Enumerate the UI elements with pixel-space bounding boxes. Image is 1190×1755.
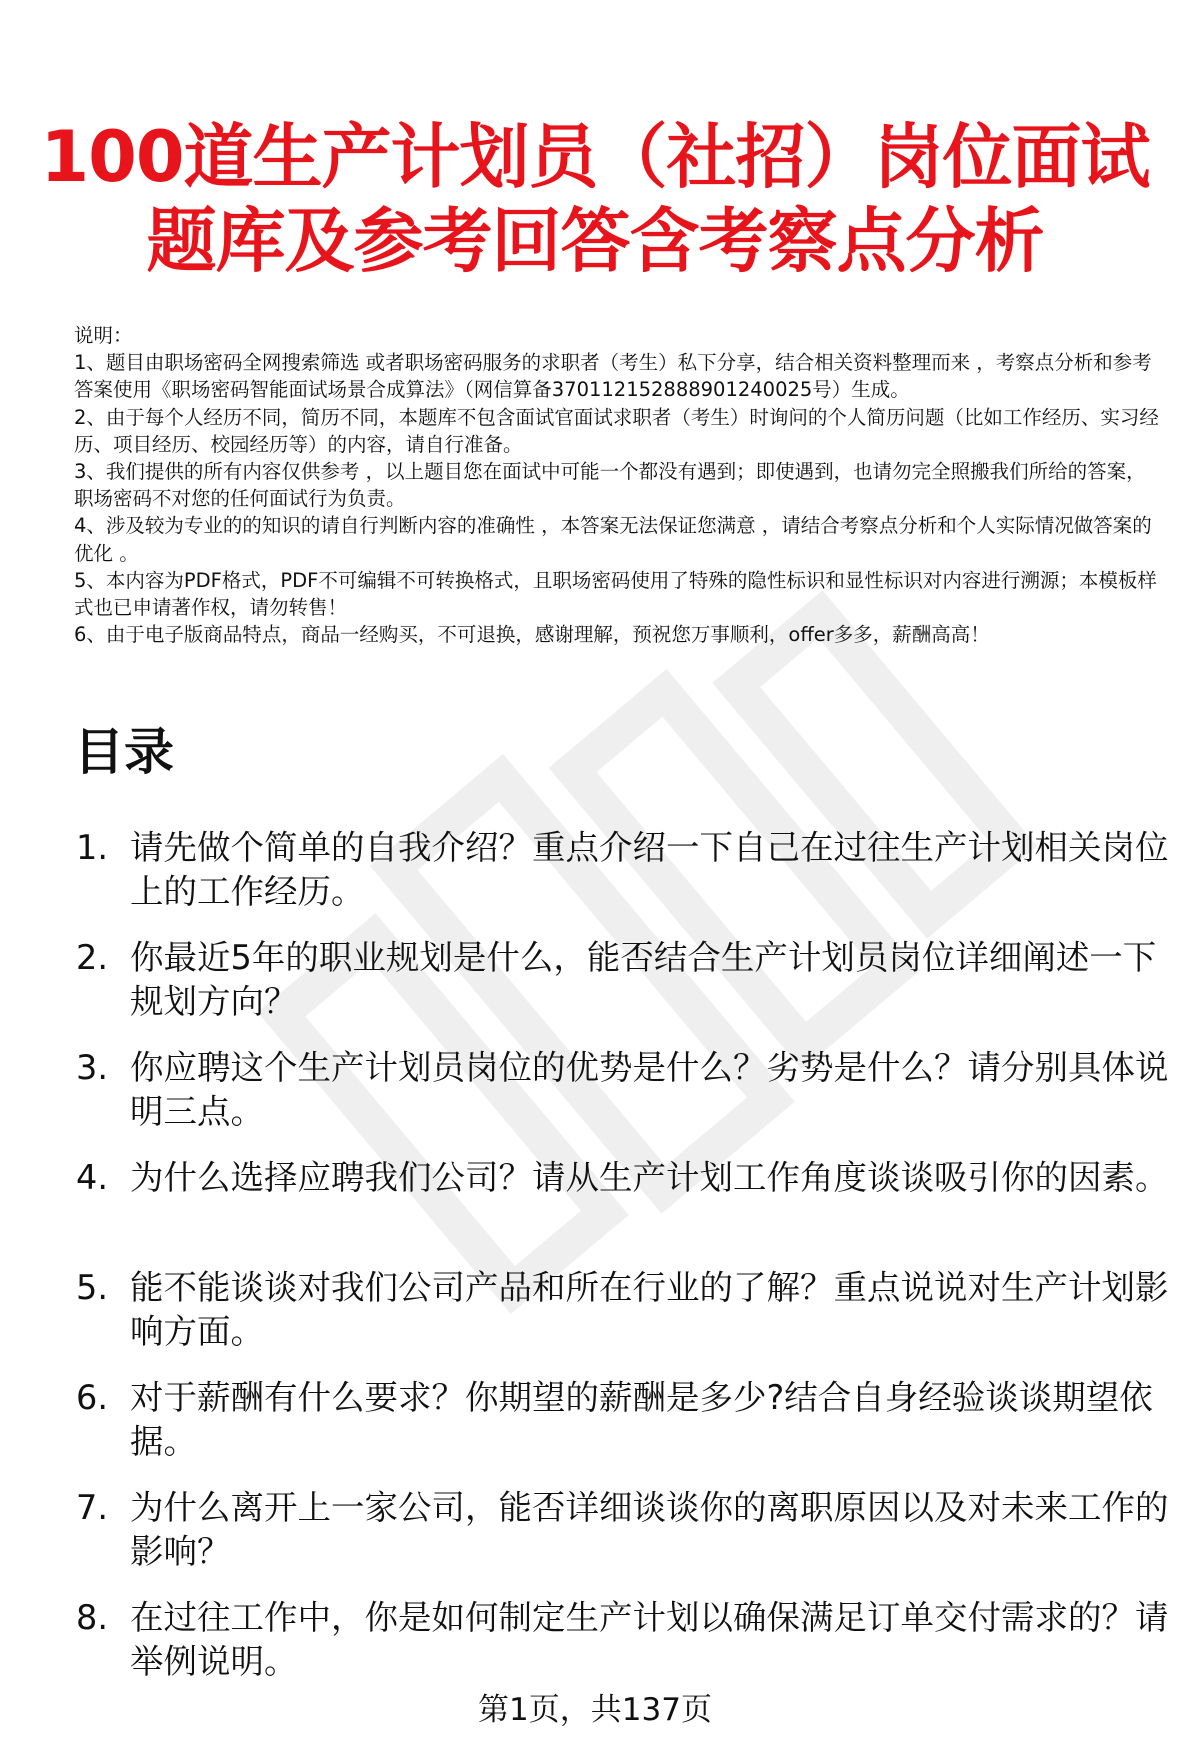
note-item: 1、题目由职场密码全网搜索筛选 或者职场密码服务的求职者（考生）私下分享，结合相关资料整理而来 ，考察点分析和参考答案使用《职场密码智能面试场景合成算法》（网信算备370112152888901240025号）生成。 — [74, 351, 1152, 402]
note-item: 5、本内容为PDF格式，PDF不可编辑不可转换格式，且职场密码使用了特殊的隐性标识和显性标识对内容进行溯源；本模板样式也已申请著作权，请勿转售！ — [74, 568, 1157, 620]
toc-item-text: 为什么离开上一家公司，能否详细谈谈你的离职原因以及对未来工作的影响？ — [130, 1488, 1169, 1571]
note-item: 3、我们提供的所有内容仅供参考 ，以上题目您在面试中可能一个都没有遇到；即使遇到，也请勿完全照搬我们所给的答案，职场密码不对您的任何面试行为负责。 — [74, 460, 1146, 511]
toc-item[interactable] — [76, 1596, 1174, 1684]
toc-item-text: 在过往工作中，你是如何制定生产计划以确保满足订单交付需求的？请举例说明。 — [130, 1598, 1169, 1681]
toc-item-text: 你应聘这个生产计划员岗位的优势是什么？劣势是什么？请分别具体说明三点。 — [130, 1048, 1169, 1131]
toc-item[interactable] — [76, 1156, 1174, 1244]
notes-section — [74, 322, 1164, 648]
note-item: 4、涉及较为专业的的知识的请自行判断内容的准确性 ，本答案无法保证您满意 ，请结合考察点分析和个人实际情况做答案的优化 。 — [74, 514, 1152, 565]
page-number: 第1页，共137页 — [478, 1692, 712, 1728]
toc-item-number: 1. — [76, 828, 108, 867]
toc-item-number: 7. — [76, 1488, 108, 1527]
toc-item-number: 8. — [76, 1598, 108, 1637]
title-line-2: 题库及参考回答含考察点分析 — [146, 200, 1044, 282]
notes-header: 说明： — [74, 324, 133, 347]
toc-item[interactable] — [76, 1046, 1174, 1134]
toc-item-number: 4. — [76, 1158, 108, 1197]
toc-item-number: 3. — [76, 1048, 108, 1087]
table-of-contents — [76, 826, 1174, 1706]
toc-item[interactable] — [76, 936, 1174, 1024]
note-item: 6、由于电子版商品特点，商品一经购买，不可退换，感谢理解，预祝您万事顺利，offer多多，薪酬高高！ — [74, 623, 990, 647]
toc-item-number: 6. — [76, 1378, 108, 1417]
document-title — [0, 115, 1190, 283]
toc-item-text: 为什么选择应聘我们公司？请从生产计划工作角度谈谈吸引你的因素。 — [130, 1158, 1169, 1197]
toc-item-number: 5. — [76, 1268, 108, 1307]
toc-item-text: 对于薪酬有什么要求？你期望的薪酬是多少?结合自身经验谈谈期望依据。 — [130, 1378, 1153, 1461]
toc-item[interactable] — [76, 1486, 1174, 1574]
toc-item[interactable] — [76, 826, 1174, 914]
toc-item-number: 2. — [76, 938, 108, 977]
toc-item-text: 请先做个简单的自我介绍？重点介绍一下自己在过往生产计划相关岗位上的工作经历。 — [130, 828, 1169, 911]
toc-item[interactable] — [76, 1266, 1174, 1354]
toc-item-text: 能不能谈谈对我们公司产品和所在行业的了解？重点说说对生产计划影响方面。 — [130, 1268, 1169, 1351]
note-item: 2、由于每个人经历不同，简历不同，本题库不包含面试官面试求职者（考生）时询问的个人简历问题（比如工作经历、实习经历、项目经历、校园经历等）的内容，请自行准备。 — [74, 405, 1159, 456]
toc-item[interactable] — [76, 1376, 1174, 1464]
toc-item-text: 你最近5年的职业规划是什么，能否结合生产计划员岗位详细阐述一下规划方向？ — [130, 938, 1157, 1021]
toc-heading: 目录 — [74, 723, 174, 781]
title-line-1: 100道生产计划员（社招）岗位面试 — [40, 116, 1150, 198]
